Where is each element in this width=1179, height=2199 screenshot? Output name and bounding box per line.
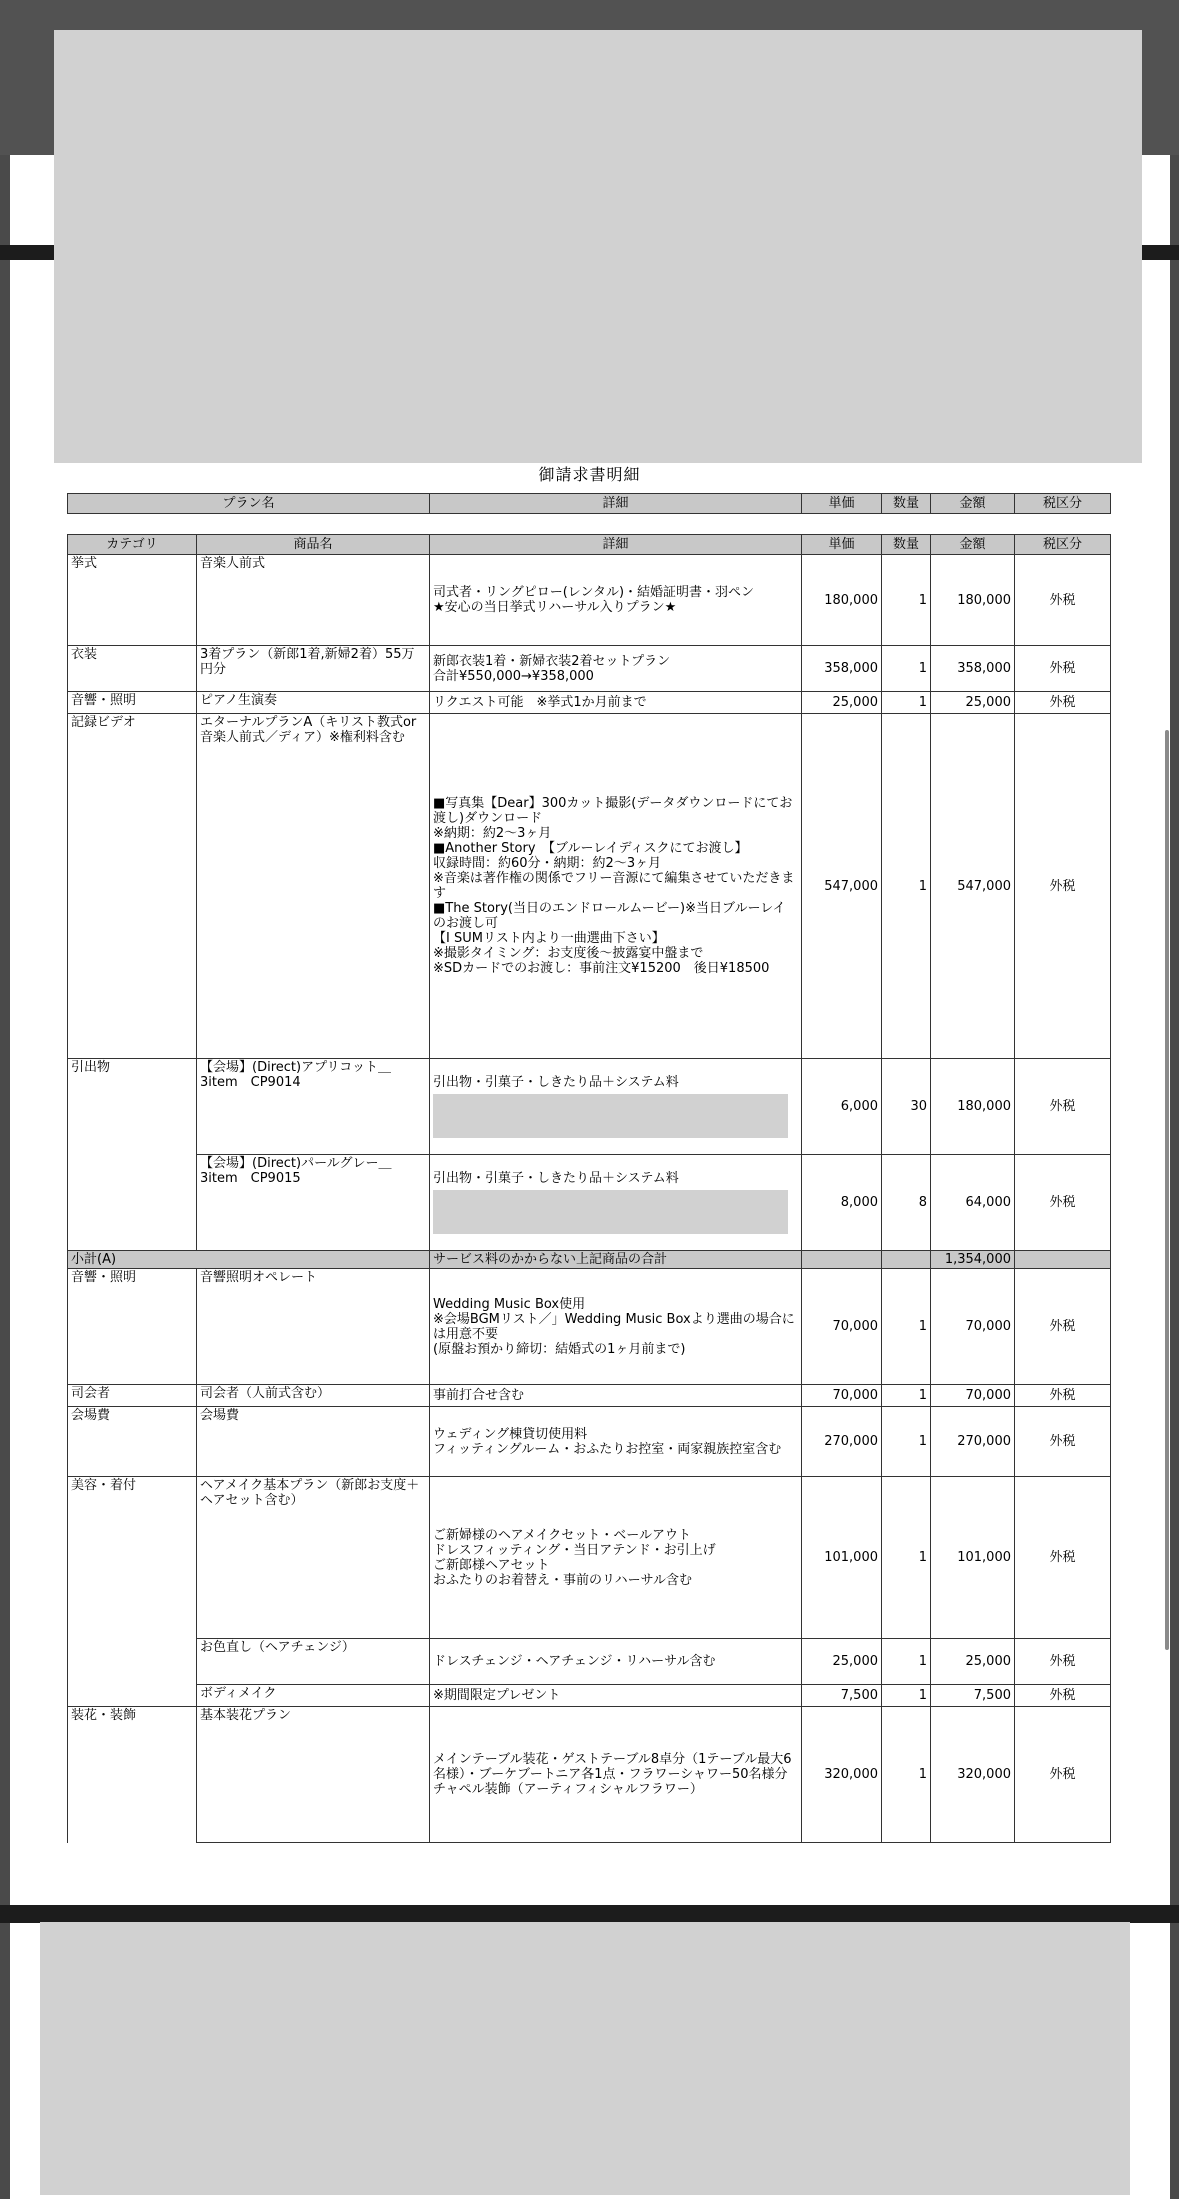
quantity-cell: 1 [882, 646, 931, 692]
amount-cell: 547,000 [931, 714, 1015, 1059]
product-name-cell: 司会者（人前式含む） [197, 1385, 430, 1407]
tax-type-cell: 外税 [1015, 692, 1111, 714]
page-divider-bottom [0, 1905, 1179, 1923]
table-row [68, 1059, 1111, 1155]
tax-type-cell: 外税 [1015, 1707, 1111, 1843]
item-header-cell: 商品名 [197, 535, 430, 555]
product-name-cell: 【会場】(Direct)アプリコット＿3item CP9014 [197, 1059, 430, 1155]
unit-price-cell: 547,000 [802, 714, 882, 1059]
subtotal-detail: サービス料のかからない上記商品の合計 [430, 1251, 802, 1269]
category-cell [68, 1155, 197, 1251]
item-header-cell: 単価 [802, 535, 882, 555]
detail-cell: Wedding Music Box使用 ※会場BGMリスト／」Wedding Music Boxより選曲の場合には用意不要 (原盤お預かり締切：結婚式の1ヶ月前まで) [430, 1269, 802, 1385]
unit-price-cell: 180,000 [802, 555, 882, 646]
item-header-cell: 金額 [931, 535, 1015, 555]
quantity-cell: 1 [882, 1685, 931, 1707]
subtotal-label: 小計(A) [68, 1251, 430, 1269]
tax-type-cell: 外税 [1015, 1059, 1111, 1155]
table-row [68, 555, 1111, 646]
category-cell: 記録ビデオ [68, 714, 197, 1059]
detail-cell: ドレスチェンジ・ヘアチェンジ・リハーサル含む [430, 1639, 802, 1685]
tax-type-cell: 外税 [1015, 714, 1111, 1059]
plan-header-cell: 税区分 [1015, 494, 1111, 514]
unit-price-cell: 358,000 [802, 646, 882, 692]
table-row [68, 1477, 1111, 1639]
unit-price-cell: 6,000 [802, 1059, 882, 1155]
tax-type-cell: 外税 [1015, 1685, 1111, 1707]
detail-cell: 事前打合せ含む [430, 1385, 802, 1407]
plan-header-row [68, 494, 1111, 514]
category-cell: 司会者 [68, 1385, 197, 1407]
category-cell [68, 1639, 197, 1685]
unit-price-cell: 70,000 [802, 1385, 882, 1407]
item-header-cell: 詳細 [430, 535, 802, 555]
unit-price-cell: 25,000 [802, 692, 882, 714]
redacted-header-area [54, 30, 1142, 463]
detail-cell: ■写真集【Dear】300カット撮影(データダウンロードにてお渡し)ダウンロード ※納期：約2〜3ヶ月 ■Another Story 【ブルーレイディスクにてお渡し】 収録時間：約60分・納期：約2〜3ヶ月 ※音楽は著作権の関係でフリー音源にて編集させていただきます ■The Story(当日のエンドロールムービー)※当日ブルーレイのお渡し可 【I SUMリスト内より一曲選曲下さい】 ※撮影タイミング：お支度後〜披露宴中盤まで ※SDカードでのお渡し：事前注文¥15200 後日¥18500 [430, 714, 802, 1059]
quantity-cell: 1 [882, 555, 931, 646]
category-cell: 装花・装飾 [68, 1707, 197, 1843]
detail-cell: 新郎衣装1着・新婦衣装2着セットプラン 合計¥550,000→¥358,000 [430, 646, 802, 692]
detail-cell: メインテーブル装花・ゲストテーブル8卓分（1テーブル最大6名様）・ブーケブートニア各1点・フラワーシャワー50名様分 チャペル装飾（アーティフィシャルフラワー） [430, 1707, 802, 1843]
scrollbar-thumb[interactable] [1165, 730, 1169, 1650]
unit-price-cell: 270,000 [802, 1407, 882, 1477]
quantity-cell: 1 [882, 1639, 931, 1685]
amount-cell: 7,500 [931, 1685, 1015, 1707]
subtotal-empty [802, 1251, 882, 1269]
item-header-row [68, 535, 1111, 555]
product-name-cell: 音楽人前式 [197, 555, 430, 646]
category-cell: 音響・照明 [68, 692, 197, 714]
tax-type-cell: 外税 [1015, 1639, 1111, 1685]
unit-price-cell: 320,000 [802, 1707, 882, 1843]
quantity-cell: 1 [882, 1269, 931, 1385]
quantity-cell: 1 [882, 1407, 931, 1477]
category-cell: 音響・照明 [68, 1269, 197, 1385]
product-name-cell: ボディメイク [197, 1685, 430, 1707]
product-name-cell: 基本装花プラン [197, 1707, 430, 1843]
amount-cell: 180,000 [931, 1059, 1015, 1155]
plan-header-cell: 詳細 [430, 494, 802, 514]
tax-type-cell: 外税 [1015, 1477, 1111, 1639]
detail-cell: ウェディング棟貸切使用料 フィッティングルーム・おふたりお控室・両家親族控室含む [430, 1407, 802, 1477]
unit-price-cell: 8,000 [802, 1155, 882, 1251]
amount-cell: 180,000 [931, 555, 1015, 646]
plan-header-cell: 金額 [931, 494, 1015, 514]
amount-cell: 70,000 [931, 1269, 1015, 1385]
unit-price-cell: 7,500 [802, 1685, 882, 1707]
product-name-cell: お色直し（ヘアチェンジ） [197, 1639, 430, 1685]
amount-cell: 25,000 [931, 1639, 1015, 1685]
product-name-cell: 3着プラン（新郎1着,新婦2着）55万円分 [197, 646, 430, 692]
subtotal-amount: 1,354,000 [931, 1251, 1015, 1269]
quantity-cell: 1 [882, 1385, 931, 1407]
quantity-cell: 30 [882, 1059, 931, 1155]
product-name-cell: ヘアメイク基本プラン（新郎お支度＋ヘアセット含む） [197, 1477, 430, 1639]
tax-type-cell: 外税 [1015, 646, 1111, 692]
detail-cell: ※期間限定プレゼント [430, 1685, 802, 1707]
product-name-cell: 会場費 [197, 1407, 430, 1477]
item-header-cell: カテゴリ [68, 535, 197, 555]
table-row [68, 692, 1111, 714]
redacted-footer-area [40, 1922, 1130, 2195]
category-cell: 引出物 [68, 1059, 197, 1155]
plan-header-table [67, 493, 1111, 514]
item-header-cell: 税区分 [1015, 535, 1111, 555]
amount-cell: 64,000 [931, 1155, 1015, 1251]
detail-cell [430, 1155, 802, 1251]
tax-type-cell: 外税 [1015, 1407, 1111, 1477]
table-row [68, 1685, 1111, 1707]
table-row [68, 1639, 1111, 1685]
quantity-cell: 1 [882, 1477, 931, 1639]
category-cell: 会場費 [68, 1407, 197, 1477]
table-row [68, 714, 1111, 1059]
subtotal-row [68, 1251, 1111, 1269]
table-row [68, 1707, 1111, 1843]
unit-price-cell: 101,000 [802, 1477, 882, 1639]
redacted-block [433, 1190, 788, 1234]
plan-header-cell: 数量 [882, 494, 931, 514]
detail-cell: ご新婦様のヘアメイクセット・ベールアウト ドレスフィッティング・当日アテンド・お引上げ ご新郎様ヘアセット おふたりのお着替え・事前のリハーサル含む [430, 1477, 802, 1639]
quantity-cell: 1 [882, 714, 931, 1059]
amount-cell: 320,000 [931, 1707, 1015, 1843]
category-cell: 衣装 [68, 646, 197, 692]
quantity-cell: 8 [882, 1155, 931, 1251]
amount-cell: 101,000 [931, 1477, 1015, 1639]
redacted-block [433, 1094, 788, 1138]
plan-header-cell: プラン名 [68, 494, 430, 514]
item-header-cell: 数量 [882, 535, 931, 555]
unit-price-cell: 70,000 [802, 1269, 882, 1385]
product-name-cell: エターナルプランA（キリスト教式or音楽人前式／ディア）※権利料含む [197, 714, 430, 1059]
product-name-cell: ピアノ生演奏 [197, 692, 430, 714]
document-title: 御請求書明細 [538, 465, 641, 484]
table-row [68, 1155, 1111, 1251]
plan-header-cell: 単価 [802, 494, 882, 514]
table-row [68, 1269, 1111, 1385]
subtotal-empty [1015, 1251, 1111, 1269]
product-name-cell: 音響照明オペレート [197, 1269, 430, 1385]
subtotal-empty [882, 1251, 931, 1269]
tax-type-cell: 外税 [1015, 1155, 1111, 1251]
invoice-detail-table [67, 534, 1111, 1843]
detail-text: 引出物・引菓子・しきたり品＋システム料 [433, 1075, 679, 1090]
product-name-cell: 【会場】(Direct)パールグレー＿3item CP9015 [197, 1155, 430, 1251]
category-cell [68, 1685, 197, 1707]
table-row [68, 1407, 1111, 1477]
detail-cell: 司式者・リングピロー(レンタル)・結婚証明書・羽ペン ★安心の当日挙式リハーサル入りプラン★ [430, 555, 802, 646]
category-cell: 挙式 [68, 555, 197, 646]
detail-cell: リクエスト可能 ※挙式1か月前まで [430, 692, 802, 714]
amount-cell: 358,000 [931, 646, 1015, 692]
tax-type-cell: 外税 [1015, 1385, 1111, 1407]
tax-type-cell: 外税 [1015, 555, 1111, 646]
tax-type-cell: 外税 [1015, 1269, 1111, 1385]
amount-cell: 70,000 [931, 1385, 1015, 1407]
table-row [68, 646, 1111, 692]
amount-cell: 25,000 [931, 692, 1015, 714]
quantity-cell: 1 [882, 1707, 931, 1843]
detail-cell [430, 1059, 802, 1155]
category-cell: 美容・着付 [68, 1477, 197, 1639]
amount-cell: 270,000 [931, 1407, 1015, 1477]
detail-text: 引出物・引菓子・しきたり品＋システム料 [433, 1171, 679, 1186]
table-row [68, 1385, 1111, 1407]
quantity-cell: 1 [882, 692, 931, 714]
unit-price-cell: 25,000 [802, 1639, 882, 1685]
